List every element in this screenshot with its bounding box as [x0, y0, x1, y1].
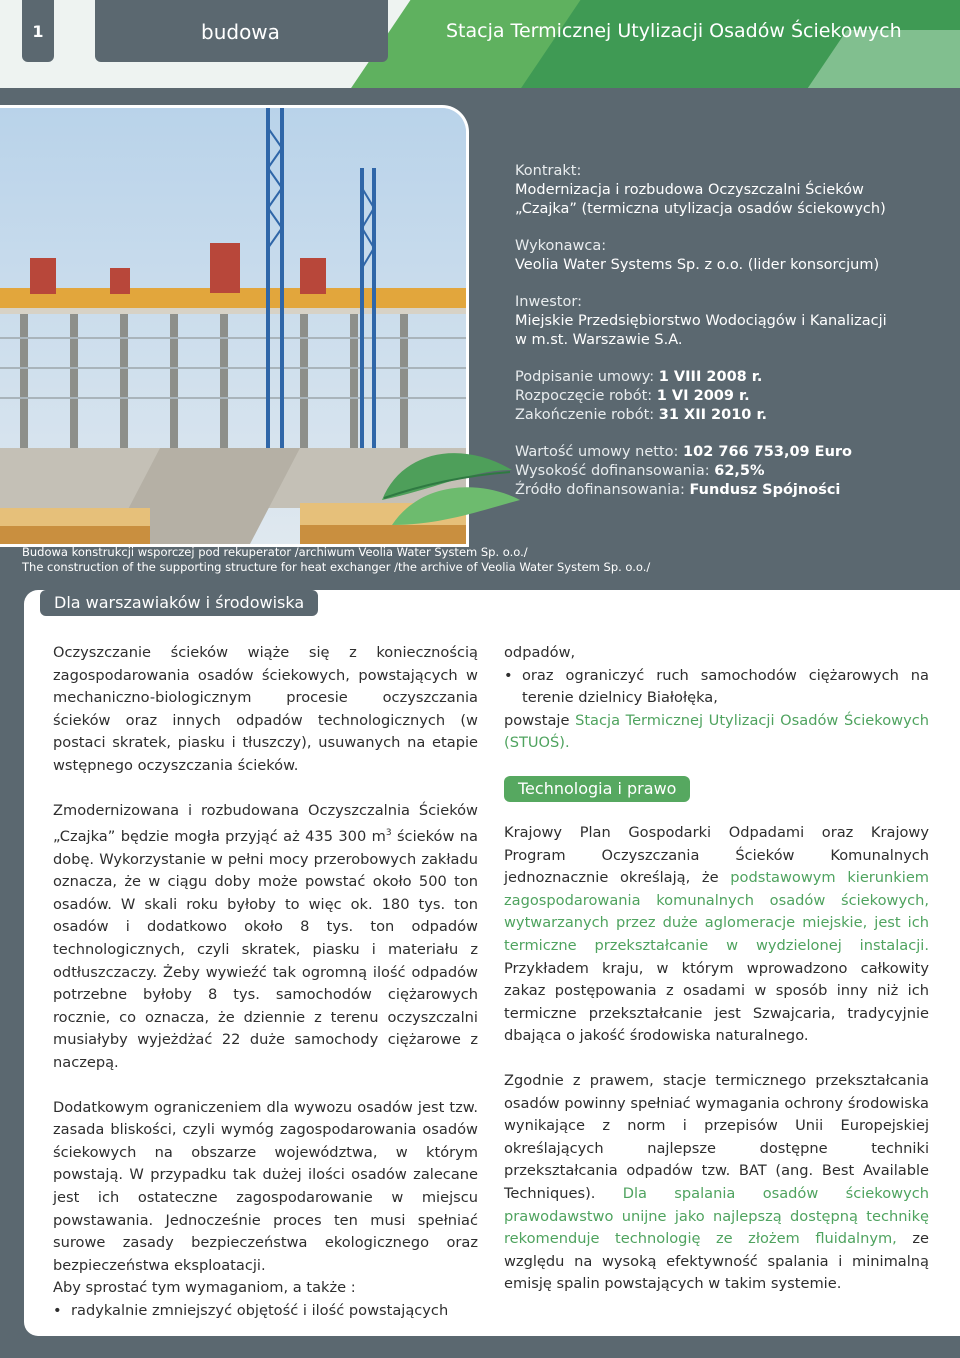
end-row: [515, 406, 935, 425]
contractor-value: Veolia Water Systems Sp. z o.o. (lider konsorcjum): [515, 257, 880, 273]
right-p2-a: Zgodnie z prawem, stacje termicznego przekształcania osadów powinny spełniać wymagania ochrony środowiska wynikające z norm i przepisów Unii Europejskiej określających najlepsze dostępne techniki przekształcania odpadów tzw. BAT (ang. Best Available Techniques).: [504, 1071, 929, 1202]
left-p2-a: Zmodernizowana i rozbudowana Oczyszczalnia Ścieków „Czajka” będzie mogła przyjąć aż 435 300 m: [53, 801, 478, 846]
source-label: Źródło dofinansowania:: [515, 482, 685, 498]
value-row: [515, 443, 935, 462]
right-column-lower: [504, 822, 929, 1318]
right-arises: [504, 710, 929, 755]
caption-en: The construction of the supporting structure for heat exchanger /the archive of Veolia Water System Sp. o.o./: [22, 560, 651, 574]
right-p1-b: Przykładem kraju, w którym wprowadzono całkowity zakaz postępowania z osadami w sposób inny niż ich termiczne przekształcanie jest Szwajcaria, tradycyjnie dbająca o jakość środowiska naturalnego.: [504, 959, 929, 1045]
left-paragraph-1: Oczyszczanie ścieków wiąże się z koniecznością zagospodarowania osadów ściekowych, powstających w mechaniczno-biologicznym procesie oczyszczania ścieków oraz innych odpadów technologicznych (w postaci skratek, piasku i tłuszczy), usuwanych na etapie wstępnego oczyszczania ścieków.: [53, 644, 478, 774]
cofin-label: Wysokość dofinansowania:: [515, 463, 710, 479]
right-paragraph-2: [504, 1070, 929, 1296]
contractor-block: [515, 237, 935, 275]
section-heading-warsaw: Dla warszawiaków i środowiska: [40, 590, 318, 616]
start-value: 1 VI 2009 r.: [656, 388, 750, 404]
section-heading-technology: Technologia i prawo: [504, 776, 690, 802]
signed-label: Podpisanie umowy:: [515, 369, 655, 385]
right-p2-b: ze względu na wysoką efektywność spalania i minimalną emisję spalin powstających w takim systemie.: [504, 1230, 929, 1293]
arises-text: powstaje: [504, 711, 576, 729]
dates-block: [515, 368, 935, 425]
contractor-label: Wykonawca:: [515, 238, 607, 254]
leaf-icon: [372, 430, 522, 540]
left-paragraph-2: [53, 800, 478, 1075]
investor-line-2: w m.st. Warszawie S.A.: [515, 332, 683, 348]
left-column: [53, 642, 478, 1322]
page-title: Stacja Termicznej Utylizacji Osadów Ściekowych: [446, 20, 902, 42]
left-p2-sup: 3: [385, 828, 392, 839]
source-value: Fundusz Spójności: [689, 482, 841, 498]
cofin-value: 62,5%: [714, 463, 765, 479]
signed-row: [515, 368, 935, 387]
signed-value: 1 VIII 2008 r.: [658, 369, 763, 385]
contract-line-1: Modernizacja i rozbudowa Oczyszczalni Ścieków: [515, 182, 864, 198]
right-continuation: odpadów,: [504, 644, 576, 661]
value-value: 102 766 753,09 Euro: [683, 444, 853, 460]
contract-info: [515, 162, 935, 518]
photo-caption: [22, 545, 650, 575]
right-p1-a: Krajowy Plan Gospodarki Odpadami oraz Krajowy Program Oczyszczania Ścieków Komunalnych jednoznacznie określają, że: [504, 824, 929, 887]
left-bullet-list: [53, 1300, 478, 1323]
left-p2-b: ścieków na dobę. Wykorzystanie w pełni mocy przerobowych zakładu oznacza, że w ciągu doby może powstać około 500 ton osadów. W skali roku byłoby to więc ok. 180 tys. ton osadów i dodatkowo około 8 tys. ton odpadów technologicznych, czyli skratek, piasku i materiału z odtłuszczaczy. Żeby wywieźć tak ogromną ilość odpadów potrzebne byłoby 8 tys. samochodów ciężarowych rocznie, co oznacza, że dziennie z terenu oczyszczalni musiałyby wyjeżdżać 22 duże samochody ciężarowe z naczepą.: [53, 828, 478, 1071]
right-p1-green: podstawowym kierunkiem zagospodarowania komunalnych osadów ściekowych, wytwarzanych przez duże aglomeracje miejskie, jest ich termiczne przekształcanie w wydzielonej instalacji.: [504, 869, 930, 954]
investor-line-1: Miejskie Przedsiębiorstwo Wodociągów i Kanalizacji: [515, 313, 887, 329]
cofin-row: [515, 462, 935, 481]
source-row: [515, 481, 935, 500]
end-label: Zakończenie robót:: [515, 407, 655, 423]
left-paragraph-3: Dodatkowym ograniczeniem dla wywozu osadów jest tzw. zasada bliskości, czyli wymóg zagospodarowania osadów ściekowych na obszarze województwa, w którym powstają. W przypadku tak dużej ilości osadów zalecane jest ich ostateczne zagospodarowanie w miejscu powstawania. Jednocześnie proces ten musi spełniać surowe zasady bezpieczeństwa ekologicznego oraz bezpieczeństwa eksploatacji.: [53, 1098, 478, 1274]
right-p2-green: Dla spalania osadów ściekowych prawodawstwo unijne jako najlepszą dostępną technikę rekomenduje technologię ze złożem fluidalnym,: [504, 1184, 929, 1248]
right-paragraph-1: [504, 822, 929, 1048]
contract-label: Kontrakt:: [515, 163, 582, 179]
right-bullet-list: [504, 665, 929, 710]
list-item: • oraz ograniczyć ruch samochodów ciężarowych na terenie dzielnicy Białołęka,: [504, 665, 929, 710]
stuos-link: Stacja Termicznej Utylizacji Osadów Ściekowych (STUOŚ).: [504, 711, 929, 752]
caption-pl: Budowa konstrukcji wsporczej pod rekuperator /archiwum Veolia Water System Sp. o.o./: [22, 545, 528, 559]
list-item: • radykalnie zmniejszyć objętość i ilość powstających: [53, 1300, 478, 1323]
start-row: [515, 387, 935, 406]
contract-line-2: „Czajka” (termiczna utylizacja osadów ściekowych): [515, 201, 886, 217]
page-number: 1: [22, 0, 54, 62]
investor-block: [515, 293, 935, 350]
start-label: Rozpoczęcie robót:: [515, 388, 653, 404]
finance-block: [515, 443, 935, 500]
contract-block: [515, 162, 935, 219]
end-value: 31 XII 2010 r.: [658, 407, 768, 423]
right-column: [504, 642, 929, 755]
investor-label: Inwestor:: [515, 294, 582, 310]
section-tab: budowa: [95, 0, 388, 62]
value-label: Wartość umowy netto:: [515, 444, 679, 460]
left-paragraph-4: Aby sprostać tym wymaganiom, a także :: [53, 1279, 356, 1297]
